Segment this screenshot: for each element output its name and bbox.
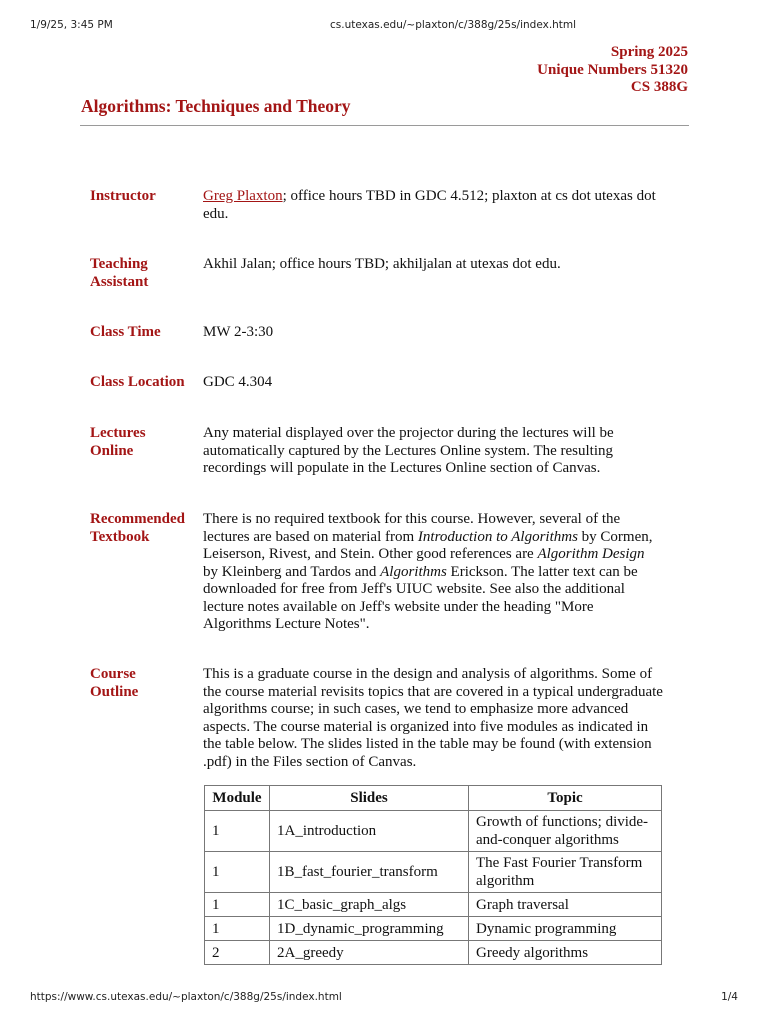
- header-slides: Slides: [270, 786, 469, 811]
- class-location-label: Class Location: [90, 374, 185, 390]
- cell-slides: 1B_fast_fourier_transform: [270, 852, 469, 893]
- print-url: cs.utexas.edu/~plaxton/c/388g/25s/index.html: [330, 19, 577, 31]
- book-title-clrs: Introduction to Algorithms: [417, 528, 578, 545]
- cell-module: 1: [205, 917, 270, 941]
- table-header-row: [205, 786, 662, 811]
- cell-slides: 1C_basic_graph_algs: [270, 893, 469, 917]
- cell-topic: The Fast Fourier Transform algorithm: [469, 852, 662, 893]
- textbook-label-line2: Textbook: [90, 528, 150, 545]
- header-topic: Topic: [469, 786, 662, 811]
- table-row: [205, 941, 662, 965]
- table-row: [205, 917, 662, 941]
- title-divider: [80, 125, 689, 126]
- cell-module: 1: [205, 852, 270, 893]
- cell-module: 1: [205, 811, 270, 852]
- textbook-label: [90, 511, 195, 546]
- lectures-online-label-line2: Online: [90, 442, 134, 459]
- class-time-label: Class Time: [90, 324, 161, 340]
- class-time-content: MW 2-3:30: [203, 324, 274, 340]
- cell-module: 2: [205, 941, 270, 965]
- instructor-label: Instructor: [90, 188, 156, 204]
- instructor-content: [203, 188, 663, 223]
- cell-topic: Dynamic programming: [469, 917, 662, 941]
- footer-page-number: 1/4: [721, 991, 738, 1003]
- course-outline-label-line2: Outline: [90, 683, 139, 700]
- lectures-online-content: Any material displayed over the projector during the lectures will be automatically captured by the Lectures Online system. The resulting recordings will populate in the Lectures Online section of Canvas.: [203, 425, 614, 476]
- ta-content: Akhil Jalan; office hours TBD; akhiljalan at utexas dot edu.: [203, 256, 561, 272]
- course-meta: [537, 44, 688, 97]
- ta-label-line1: Teaching: [90, 256, 148, 272]
- table-row: [205, 893, 662, 917]
- course-outline-content: This is a graduate course in the design and analysis of algorithms. Some of the course material revisits topics that are covered in a typical undergraduate algorithms course; in such cases, we tend to emphasize more advanced aspects. The course material is organized into five modules as indicated in the table below. The slides listed in the table may be found (with extension .pdf) in the Files section of Canvas.: [203, 666, 663, 770]
- textbook-label-line1: Recommended: [90, 511, 185, 527]
- table-row: [205, 811, 662, 852]
- table-row: [205, 852, 662, 893]
- course-number: CS 388G: [630, 79, 688, 95]
- header-module: Module: [205, 786, 270, 811]
- course-outline-label: [90, 666, 195, 701]
- modules-table: [204, 785, 662, 965]
- cell-topic: Greedy algorithms: [469, 941, 662, 965]
- course-unique-numbers: Unique Numbers 51320: [537, 61, 688, 78]
- ta-label-line2: Assistant: [90, 273, 149, 290]
- instructor-details: ; office hours TBD in GDC 4.512; plaxton at cs dot utexas dot edu.: [203, 188, 656, 222]
- cell-slides: 1A_introduction: [270, 811, 469, 852]
- class-location-content: GDC 4.304: [203, 374, 273, 390]
- print-datetime: 1/9/25, 3:45 PM: [30, 19, 113, 31]
- footer-url: https://www.cs.utexas.edu/~plaxton/c/388g/25s/index.html: [30, 991, 342, 1003]
- textbook-text-1: There is no required textbook for this course. However, several of the lectures are based on material from: [203, 511, 621, 545]
- course-outline-label-line1: Course: [90, 666, 136, 682]
- textbook-text-2: by Cormen, Leiserson, Rivest, and Stein. Other good references are: [203, 528, 653, 562]
- lectures-online-label: [90, 425, 195, 460]
- textbook-content: [203, 511, 663, 634]
- textbook-text-4: Erickson. The latter text can be downloaded for free from Jeff's UIUC website. See also the additional lecture notes available on Jeff's website under the heading "More Algorithms Lecture Notes".: [203, 563, 638, 632]
- textbook-text-3: by Kleinberg and Tardos and: [203, 563, 381, 580]
- book-title-kleinberg-tardos: Algorithm Design: [537, 546, 645, 562]
- book-title-erickson: Algorithms: [380, 563, 447, 580]
- ta-label: [90, 256, 195, 291]
- instructor-link[interactable]: Greg Plaxton: [203, 188, 283, 204]
- cell-slides: 2A_greedy: [270, 941, 469, 965]
- cell-topic: Growth of functions; divide-and-conquer algorithms: [469, 811, 662, 852]
- cell-module: 1: [205, 893, 270, 917]
- cell-slides: 1D_dynamic_programming: [270, 917, 469, 941]
- lectures-online-label-line1: Lectures: [90, 425, 146, 441]
- cell-topic: Graph traversal: [469, 893, 662, 917]
- page-title: Algorithms: Techniques and Theory: [81, 96, 351, 116]
- course-term: Spring 2025: [610, 44, 688, 60]
